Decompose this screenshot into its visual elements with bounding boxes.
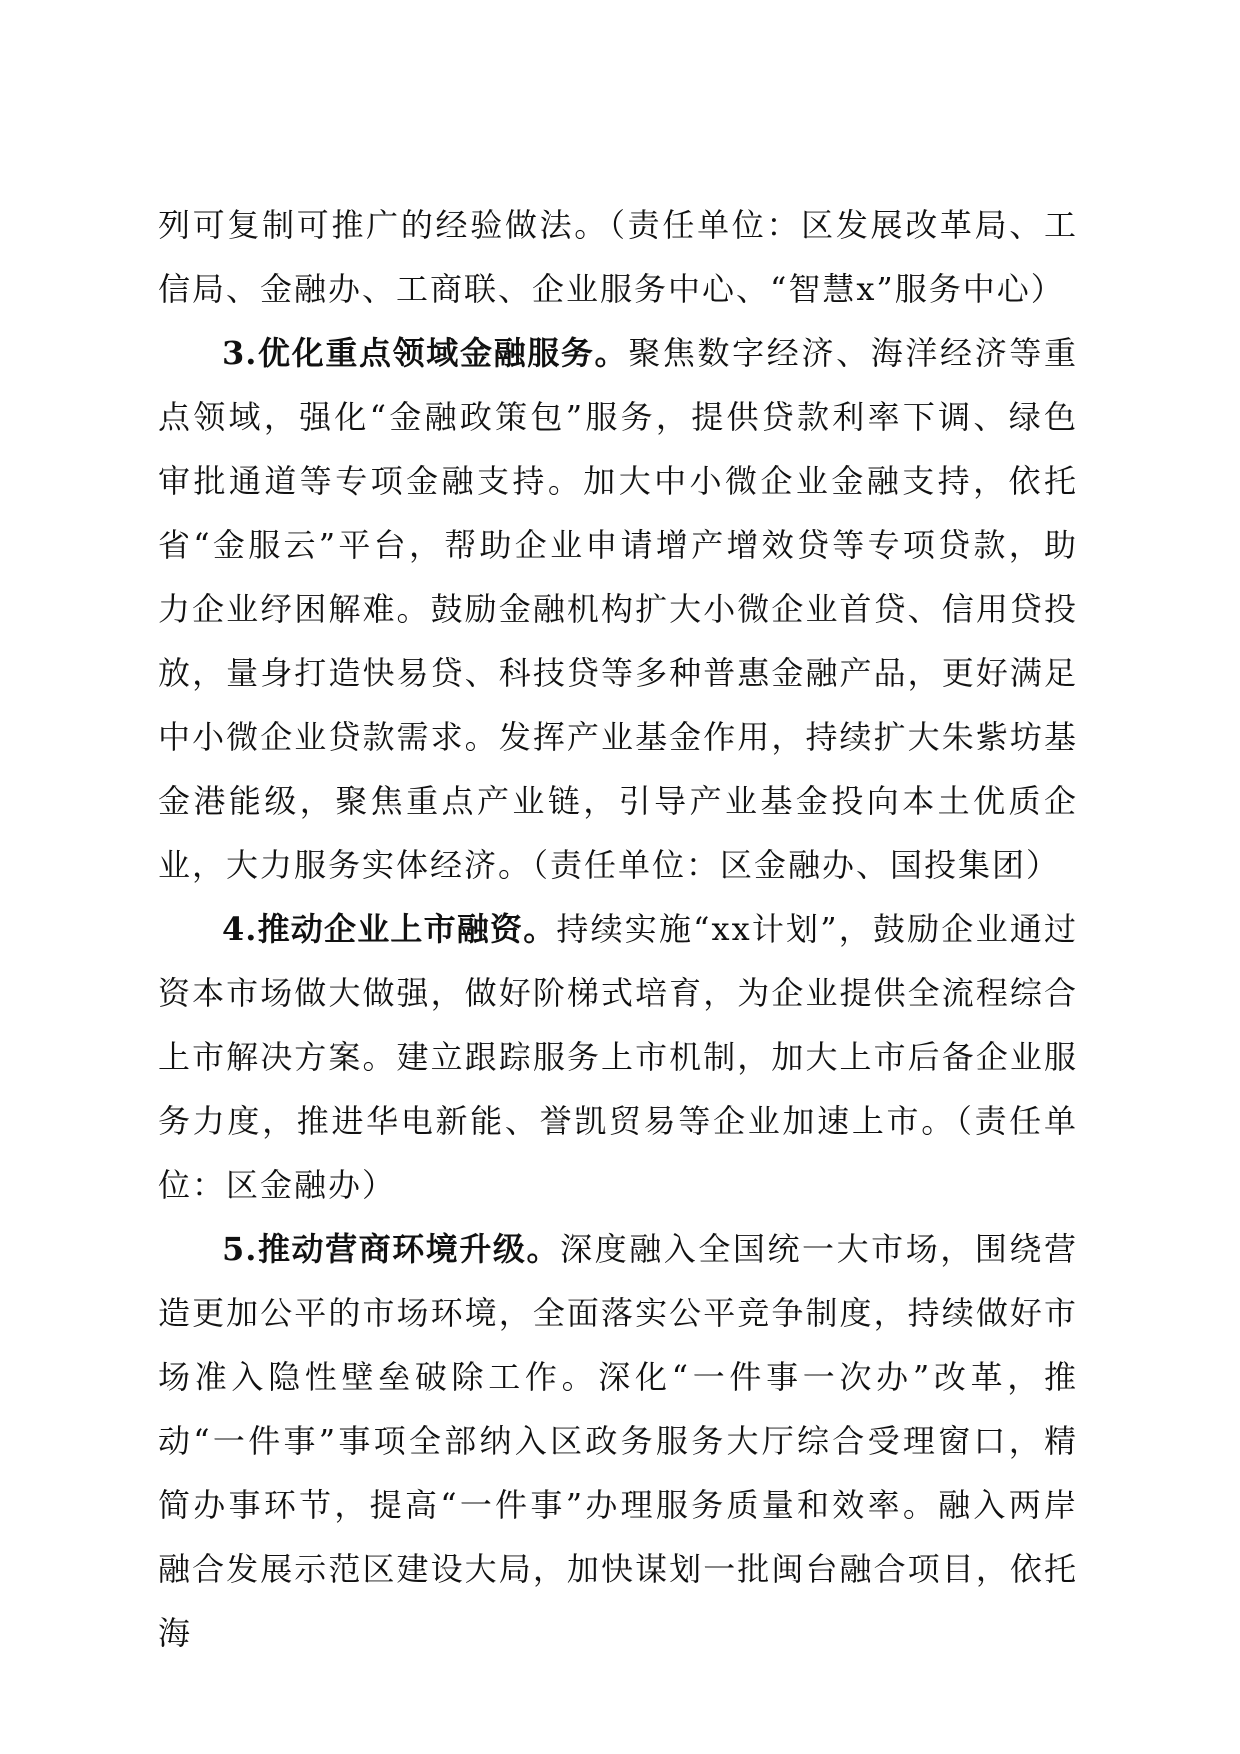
paragraph-2-heading: 3.优化重点领域金融服务。 [222,334,629,372]
paragraph-2-text: 聚焦数字经济、海洋经济等重点领域，强化“金融政策包”服务，提供贷款利率下调、绿色审批通道等专项金融支持。加大中小微企业金融支持，依托省“金服云”平台，帮助企业申请增产增效贷等专项贷款，助力企业纾困解难。鼓励金融机构扩大小微企业首贷、信用贷投放，量身打造快易贷、科技贷等多种普惠金融产品，更好满足中小微企业贷款需求。发挥产业基金作用，持续扩大朱紫坊基金港能级，聚焦重点产业链，引导产业基金投向本土优质企业，大力服务实体经济。（责任单位：区金融办、国投集团） [158,334,1078,884]
paragraph-3 [158,897,1078,1217]
paragraph-3-text: 持续实施“xx计划”，鼓励企业通过资本市场做大做强，做好阶梯式培育，为企业提供全流程综合上市解决方案。建立跟踪服务上市机制，加大上市后备企业服务力度，推进华电新能、誉凯贸易等企业加速上市。（责任单位：区金融办） [158,910,1078,1204]
paragraph-4 [158,1217,1078,1665]
paragraph-3-heading: 4.推动企业上市融资。 [222,910,557,948]
document-page [158,193,1078,1665]
paragraph-2 [158,321,1078,897]
paragraph-4-text: 深度融入全国统一大市场，围绕营造更加公平的市场环境，全面落实公平竞争制度，持续做好市场准入隐性壁垒破除工作。深化“一件事一次办”改革，推动“一件事”事项全部纳入区政务服务大厅综合受理窗口，精简办事环节，提高“一件事”办理服务质量和效率。融入两岸融合发展示范区建设大局，加快谋划一批闽台融合项目，依托海 [158,1230,1078,1652]
paragraph-4-heading: 5.推动营商环境升级。 [222,1230,561,1268]
paragraph-1-text: 列可复制可推广的经验做法。（责任单位：区发展改革局、工信局、金融办、工商联、企业服务中心、“智慧x”服务中心） [158,206,1078,308]
paragraph-1 [158,193,1078,321]
